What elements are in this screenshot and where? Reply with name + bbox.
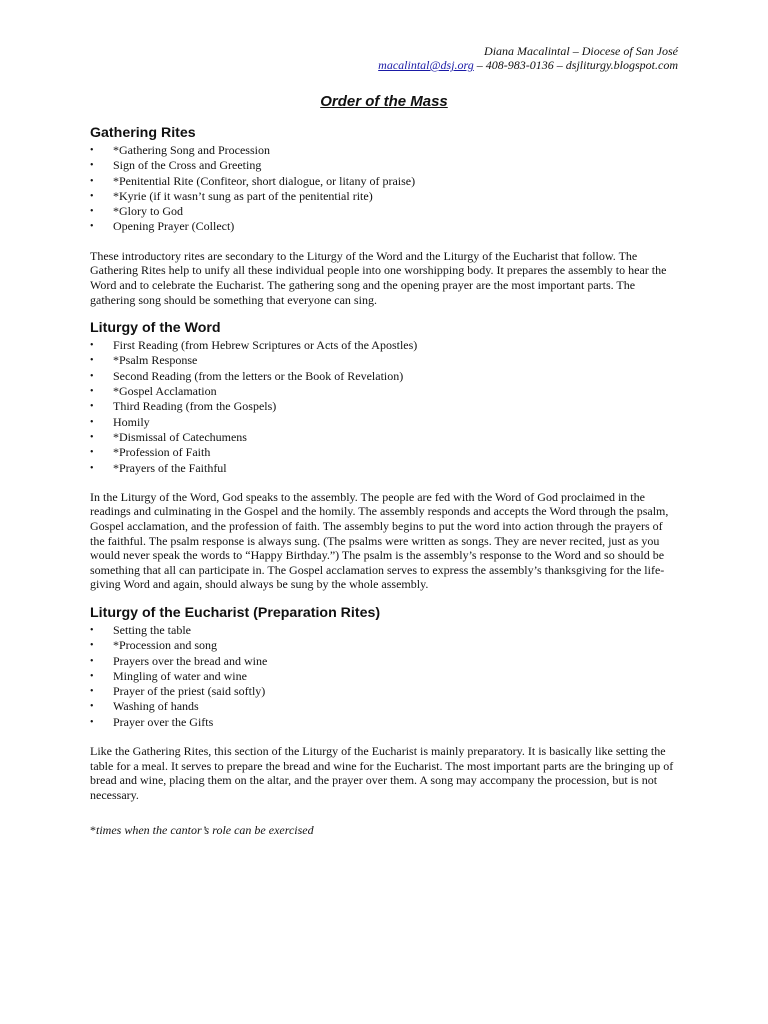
- bullet-icon: •: [90, 160, 94, 172]
- list-item-text: *Procession and song: [113, 638, 217, 653]
- footnote-text: times when the cantor’s role can be exercised: [96, 823, 314, 838]
- list-item-text: Opening Prayer (Collect): [113, 219, 235, 234]
- list-item-text: Prayer over the Gifts: [113, 714, 214, 729]
- list-item: [90, 399, 678, 414]
- list-item-text: *Gospel Acclamation: [113, 384, 217, 399]
- list-item: [90, 189, 678, 204]
- bullet-icon: •: [90, 462, 94, 474]
- bullet-icon: •: [90, 701, 94, 713]
- list-item: [90, 445, 678, 460]
- section-heading: Liturgy of the Word: [90, 320, 221, 337]
- list-item: [90, 384, 678, 399]
- list-item-text: *Glory to God: [113, 204, 183, 219]
- section-heading: Liturgy of the Eucharist (Preparation Rites): [90, 604, 381, 621]
- list-item-text: Setting the table: [113, 622, 191, 637]
- list-item: [90, 715, 678, 730]
- footnote: [90, 823, 678, 838]
- bullet-icon: •: [90, 640, 94, 652]
- list-item-text: Prayer of the priest (said softly): [113, 684, 266, 699]
- list-item: [90, 204, 678, 219]
- list-item-text: *Penitential Rite (Confiteor, short dialogue, or litany of praise): [113, 173, 416, 188]
- list-item-text: *Dismissal of Catechumens: [113, 429, 247, 444]
- bullet-icon: •: [90, 686, 94, 698]
- bullet-icon: •: [90, 340, 94, 352]
- bullet-icon: •: [90, 401, 94, 413]
- list-item-text: *Prayers of the Faithful: [113, 460, 227, 475]
- bullet-icon: •: [90, 655, 94, 667]
- footnote-star: *: [90, 823, 96, 838]
- bullet-icon: •: [90, 190, 94, 202]
- bullet-icon: •: [90, 206, 94, 218]
- list-item: [90, 699, 678, 714]
- list-item-text: *Gathering Song and Procession: [113, 143, 270, 157]
- list-item-text: Washing of hands: [113, 699, 199, 714]
- list-item: [90, 684, 678, 699]
- section-gathering-rites: [90, 125, 678, 307]
- item-list: [90, 338, 678, 476]
- contact-line: [90, 58, 678, 72]
- list-item: [90, 461, 678, 476]
- list-item: [90, 143, 678, 158]
- list-item: [90, 353, 678, 368]
- list-item: [90, 338, 678, 353]
- bullet-icon: •: [90, 355, 94, 367]
- list-item: [90, 415, 678, 430]
- list-item-text: First Reading (from Hebrew Scriptures or Acts of the Apostles): [113, 338, 418, 353]
- page-title: Order of the Mass: [320, 93, 448, 110]
- list-item-text: Mingling of water and wine: [113, 668, 247, 683]
- email-link[interactable]: macalintal@dsj.org: [378, 58, 474, 72]
- list-item: [90, 638, 678, 653]
- contact-details: – 408-983-0136 – dsjliturgy.blogspot.com: [473, 58, 678, 72]
- bullet-icon: •: [90, 431, 94, 443]
- bullet-icon: •: [90, 175, 94, 187]
- list-item-text: Prayers over the bread and wine: [113, 653, 268, 668]
- item-list: [90, 623, 678, 730]
- bullet-icon: •: [90, 221, 94, 233]
- list-item-text: Homily: [113, 414, 150, 429]
- list-item-text: Sign of the Cross and Greeting: [113, 158, 262, 173]
- bullet-icon: •: [90, 670, 94, 682]
- list-item-text: *Profession of Faith: [113, 445, 211, 460]
- list-item-text: *Kyrie (if it wasn’t sung as part of the penitential rite): [113, 188, 373, 203]
- bullet-icon: •: [90, 416, 94, 428]
- list-item: [90, 369, 678, 384]
- bullet-icon: •: [90, 624, 94, 636]
- list-item: [90, 430, 678, 445]
- item-list: [90, 143, 678, 235]
- list-item-text: Third Reading (from the Gospels): [113, 399, 277, 414]
- list-item-text: Second Reading (from the letters or the Book of Revelation): [113, 368, 404, 383]
- section-paragraph: In the Liturgy of the Word, God speaks to the assembly. The people are fed with the Word of God proclaimed in the readings and culminating in the Gospel and the homily. The assembly responds and accepts the Word through the psalm, Gospel acclamation, and the profession of faith. The assembly begins to put the word into action through the prayers of the faithful. The psalm response is always sung. (The psalms were written as songs. They are never recited, just as you would never speak the words to “Happy Birthday.”) The psalm is the assembly’s response to the Word and so should be something that all can participate in. The Gospel acclamation serves to express the assembly’s thanksgiving for the life-giving Word and again, should always be sung by the whole assembly.: [90, 489, 669, 592]
- list-item: [90, 174, 678, 189]
- bullet-icon: •: [90, 145, 94, 156]
- author-line: Diana Macalintal – Diocese of San José: [484, 44, 678, 58]
- document-header: [90, 44, 678, 72]
- section-heading: Gathering Rites: [90, 125, 196, 141]
- bullet-icon: •: [90, 447, 94, 459]
- list-item: [90, 654, 678, 669]
- section-paragraph: These introductory rites are secondary to the Liturgy of the Word and the Liturgy of the Eucharist that follow. The Gathering Rites help to unify all these individual people into one worshipping body. It prepares the assembly to hear the Word and to celebrate the Eucharist. The gathering song and the opening prayer are the most important parts. The gathering song should be something that everyone can sing.: [90, 248, 667, 307]
- section-paragraph: Like the Gathering Rites, this section of the Liturgy of the Eucharist is mainly preparatory. It is basically like setting the table for a meal. It serves to prepare the bread and wine for the Eucharist. The most important parts are the bringing up of bread and wine, placing them on the altar, and the prayer over them. A song may accompany the procession, but is not necessary.: [90, 744, 674, 802]
- bullet-icon: •: [90, 716, 94, 728]
- list-item: [90, 158, 678, 173]
- section-liturgy-of-the-word: [90, 320, 678, 592]
- document-page: [90, 44, 678, 838]
- section-liturgy-of-the-eucharist: [90, 605, 678, 802]
- list-item: [90, 219, 678, 234]
- bullet-icon: •: [90, 370, 94, 382]
- list-item: [90, 623, 678, 638]
- list-item: [90, 669, 678, 684]
- list-item-text: *Psalm Response: [113, 353, 198, 368]
- bullet-icon: •: [90, 386, 94, 398]
